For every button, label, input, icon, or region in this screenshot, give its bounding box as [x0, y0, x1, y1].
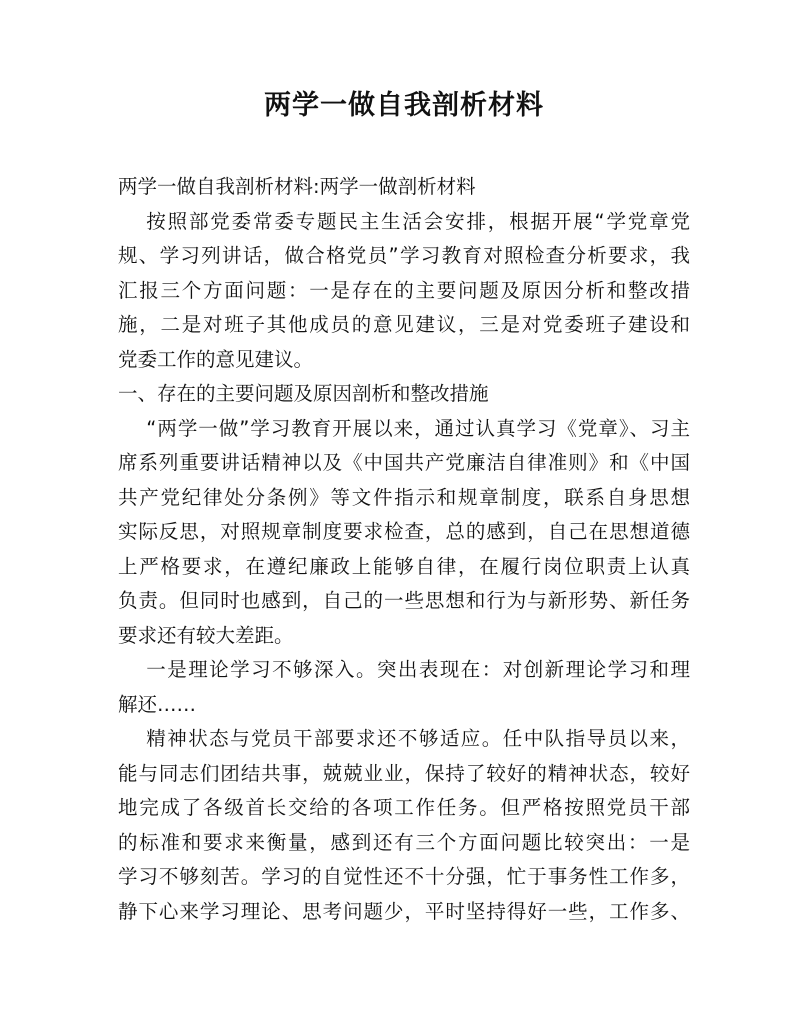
paragraph-line: 精神状态与党员干部要求还不够适应。任中队指导员以来， [146, 727, 690, 750]
paragraph-line: 实际反思，对照规章制度要求检查，总的感到，自己在思想道德 [118, 520, 690, 543]
paragraph-line: 要求还有较大差距。 [118, 623, 294, 647]
paragraph-line: 地完成了各级首长交给的各项工作任务。但严格按照党员干部 [118, 796, 690, 819]
paragraph-line: 党委工作的意见建议。 [118, 347, 314, 371]
paragraph-line: 规、学习列讲话，做合格党员”学习教育对照检查分析要求，我 [118, 244, 690, 267]
paragraph-intro [118, 205, 690, 378]
paragraph-line: 负责。但同时也感到，自己的一些思想和行为与新形势、新任务 [118, 589, 690, 612]
paragraph-line: 按照部党委常委专题民主生活会安排，根据开展“学党章党 [146, 209, 690, 233]
paragraph-line: 解还…… [118, 692, 197, 716]
paragraph-line: 汇报三个方面问题：一是存在的主要问题及原因分析和整改措 [118, 278, 690, 302]
paragraph-line: 共产党纪律处分条例》等文件指示和规章制度，联系自身思想 [118, 485, 690, 509]
paragraph-line: 能与同志们团结共事，兢兢业业，保持了较好的精神状态，较好 [118, 761, 690, 785]
paragraph-line: 静下心来学习理论、思考问题少，平时坚持得好一些，工作多、 [118, 899, 690, 923]
paragraph-line: 学习不够刻苦。学习的自觉性还不十分强，忙于事务性工作多， [118, 865, 690, 888]
document-subtitle: 两学一做自我剖析材料:两学一做剖析材料 [118, 175, 476, 198]
paragraph-line: 上严格要求，在遵纪廉政上能够自律，在履行岗位职责上认真 [118, 554, 690, 578]
paragraph-line: 席系列重要讲话精神以及《中国共产党廉洁自律准则》和《中国 [118, 451, 690, 474]
section-heading: 一、存在的主要问题及原因剖析和整改措施 [118, 382, 489, 405]
document-page [118, 88, 690, 929]
document-title: 两学一做自我剖析材料 [264, 90, 544, 121]
paragraph-theory [118, 653, 690, 722]
paragraph-line: “两学一做”学习教育开展以来，通过认真学习《党章》、习主 [146, 416, 690, 440]
paragraph-spirit [118, 722, 690, 929]
paragraph-line: 的标准和要求来衡量，感到还有三个方面问题比较突出：一是 [118, 830, 690, 854]
paragraph-line: 一是理论学习不够深入。突出表现在：对创新理论学习和理 [146, 658, 690, 681]
paragraph-overview [118, 412, 690, 654]
paragraph-line: 施，二是对班子其他成员的意见建议，三是对党委班子建设和 [118, 313, 690, 336]
